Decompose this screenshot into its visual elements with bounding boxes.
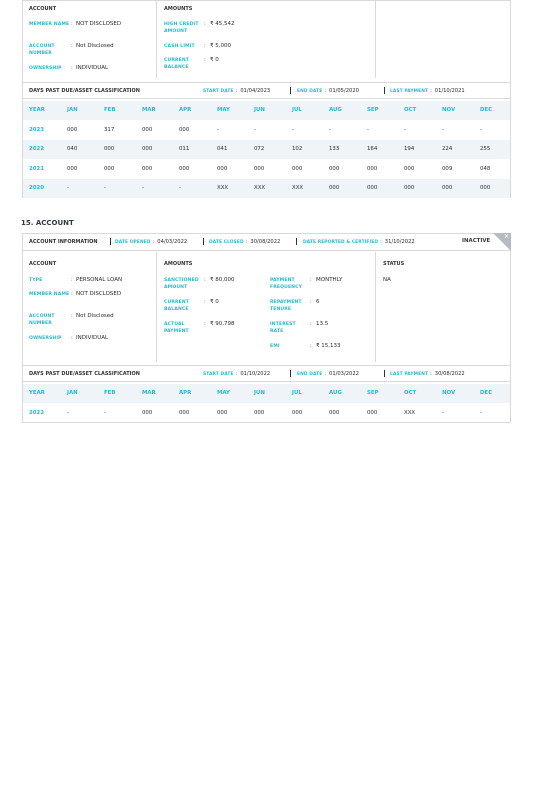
- account-section-header: ACCOUNT: [29, 261, 57, 267]
- ownership-field: OWNERSHIP : INDIVIDUAL: [29, 65, 109, 71]
- dpd-cell: 000: [480, 185, 491, 191]
- dpd-cell: 000: [142, 165, 153, 172]
- dpd-cell: -: [142, 185, 144, 191]
- dpd-cell: 000: [254, 165, 265, 172]
- month-column-header: JUL: [292, 390, 302, 396]
- dpd-cell: 255: [480, 146, 491, 152]
- dpd-cell: 133: [329, 146, 340, 152]
- dpd-cell: -: [254, 126, 256, 133]
- dpd-start-date: START DATE : 01/04/2023: [203, 88, 271, 94]
- year-column-header: YEAR: [29, 107, 45, 113]
- dpd-title: DAYS PAST DUE/ASSET CLASSIFICATION: [29, 371, 140, 377]
- year-cell: 2021: [29, 165, 45, 172]
- year-column-header: YEAR: [29, 390, 45, 396]
- month-column-header: JAN: [67, 390, 78, 396]
- dpd-cell: 317: [104, 126, 115, 133]
- dpd-cell: 000: [367, 185, 378, 191]
- dpd-cell: 224: [442, 146, 453, 152]
- dpd-title: DAYS PAST DUE/ASSET CLASSIFICATION: [29, 88, 140, 94]
- year-cell: 2023: [29, 126, 45, 133]
- month-column-header: JUN: [254, 390, 265, 396]
- table-row: [23, 179, 510, 198]
- month-column-header: MAR: [142, 107, 156, 113]
- dpd-cell: -: [217, 126, 219, 133]
- account-number-field: ACCOUNT NUMBER : Not Disclosed: [29, 43, 114, 56]
- dpd-cell: 000: [67, 126, 78, 133]
- dpd-cell: 000: [329, 409, 340, 416]
- dpd-header: [23, 365, 510, 382]
- previous-account-card: [22, 0, 511, 198]
- dpd-end-date: END DATE : 01/03/2022: [297, 371, 359, 377]
- inactive-ribbon: [493, 233, 511, 251]
- date-opened: DATE OPENED : 04/03/2022: [115, 239, 188, 245]
- month-column-header: MAR: [142, 390, 156, 396]
- dpd-cell: 000: [179, 165, 190, 172]
- dpd-cell: 000: [442, 185, 453, 191]
- status-badge: INACTIVE: [462, 238, 491, 244]
- dpd-cell: 000: [179, 126, 190, 133]
- dpd-cell: 164: [367, 146, 378, 152]
- dpd-cell: XXX: [292, 185, 304, 191]
- month-column-header: FEB: [104, 390, 116, 396]
- sanctioned-amount-field: SANCTIONED AMOUNT : ₹ 80,000: [164, 277, 235, 290]
- status-value: NA: [383, 277, 391, 283]
- dpd-cell: 000: [217, 165, 228, 172]
- dpd-cell: 040: [67, 146, 78, 152]
- member-name-field: MEMBER NAME : NOT DISCLOSED: [29, 291, 122, 297]
- account-info-label: ACCOUNT INFORMATION: [29, 239, 98, 245]
- dpd-cell: -: [104, 409, 106, 416]
- month-column-header: FEB: [104, 107, 116, 113]
- dpd-table: [23, 101, 510, 198]
- year-cell: 2020: [29, 185, 45, 191]
- dpd-cell: 000: [404, 185, 415, 191]
- dpd-cell: 048: [480, 165, 491, 172]
- dpd-cell: -: [480, 126, 482, 133]
- dpd-cell: XXX: [254, 185, 266, 191]
- month-column-header: JAN: [67, 107, 78, 113]
- ownership-field: OWNERSHIP : INDIVIDUAL: [29, 335, 109, 341]
- month-column-header: DEC: [480, 390, 493, 396]
- dpd-cell: -: [179, 185, 181, 191]
- interest-rate-field: INTEREST RATE : 13.5: [270, 321, 329, 334]
- month-column-header: AUG: [329, 107, 342, 113]
- dpd-cell: 194: [404, 146, 415, 152]
- dpd-start-date: START DATE : 01/10/2022: [203, 371, 271, 377]
- payment-frequency-field: PAYMENT FREQUENCY : MONTHLY: [270, 277, 343, 290]
- dpd-cell: XXX: [404, 409, 416, 416]
- amounts-section-header: AMOUNTS: [164, 261, 193, 267]
- dpd-cell: 000: [142, 126, 153, 133]
- month-column-header: NOV: [442, 390, 456, 396]
- dpd-cell: 000: [179, 409, 190, 416]
- dpd-cell: -: [367, 126, 369, 133]
- month-header-row: [23, 101, 510, 120]
- actual-payment-field: ACTUAL PAYMENT : ₹ 90,798: [164, 321, 235, 334]
- dpd-cell: 000: [104, 165, 115, 172]
- dpd-cell: 000: [142, 409, 153, 416]
- dpd-cell: 102: [292, 146, 303, 152]
- dpd-cell: -: [292, 126, 294, 133]
- emi-field: EMI : ₹ 15,133: [270, 343, 341, 349]
- dpd-cell: 000: [404, 165, 415, 172]
- current-balance-field: CURRENT BALANCE : ₹ 0: [164, 299, 219, 312]
- month-column-header: AUG: [329, 390, 342, 396]
- dpd-end-date: END DATE : 01/05/2020: [297, 88, 359, 94]
- month-column-header: MAY: [217, 390, 230, 396]
- high-credit-field: HIGH CREDIT AMOUNT : ₹ 45,542: [164, 21, 235, 34]
- member-name-field: MEMBER NAME : NOT DISCLOSED: [29, 21, 122, 27]
- dpd-cell: 000: [217, 409, 228, 416]
- month-column-header: APR: [179, 107, 192, 113]
- dpd-cell: 000: [142, 146, 153, 152]
- month-column-header: SEP: [367, 390, 379, 396]
- month-column-header: OCT: [404, 107, 417, 113]
- dpd-cell: 041: [217, 146, 228, 152]
- dpd-cell: -: [67, 409, 69, 416]
- dpd-cell: 000: [67, 165, 78, 172]
- date-closed: DATE CLOSED : 30/08/2022: [209, 239, 281, 245]
- dpd-cell: XXX: [217, 185, 229, 191]
- account-15-card: [22, 233, 511, 423]
- month-column-header: MAY: [217, 107, 230, 113]
- dpd-last-payment: LAST PAYMENT : 01/10/2021: [390, 88, 465, 94]
- month-column-header: SEP: [367, 107, 379, 113]
- dpd-cell: -: [104, 185, 106, 191]
- dpd-cell: 000: [292, 409, 303, 416]
- dpd-header: [23, 82, 510, 99]
- status-section-header: STATUS: [383, 261, 405, 267]
- dpd-cell: 009: [442, 165, 453, 172]
- dpd-cell: 072: [254, 146, 265, 152]
- dpd-cell: 000: [329, 185, 340, 191]
- dpd-cell: 000: [367, 165, 378, 172]
- month-header-row: [23, 384, 510, 403]
- month-column-header: OCT: [404, 390, 417, 396]
- account-number-field: ACCOUNT NUMBER : Not Disclosed: [29, 313, 114, 326]
- dpd-cell: -: [442, 409, 444, 416]
- dpd-cell: 000: [329, 165, 340, 172]
- dpd-table: [23, 384, 510, 423]
- dpd-cell: 000: [254, 409, 265, 416]
- dpd-cell: -: [442, 126, 444, 133]
- dpd-cell: 000: [104, 146, 115, 152]
- month-column-header: JUL: [292, 107, 302, 113]
- cash-limit-field: CASH LIMIT : ₹ 5,000: [164, 43, 231, 49]
- table-row: [23, 140, 510, 159]
- current-balance-field: CURRENT BALANCE : ₹ 0: [164, 57, 219, 70]
- dpd-cell: 011: [179, 146, 190, 152]
- dpd-cell: -: [67, 185, 69, 191]
- account-section-header: ACCOUNT: [29, 6, 57, 12]
- dpd-cell: 000: [292, 165, 303, 172]
- month-column-header: NOV: [442, 107, 456, 113]
- close-icon: ×: [503, 233, 509, 240]
- year-cell: 2022: [29, 409, 45, 416]
- month-column-header: APR: [179, 390, 192, 396]
- date-reported: DATE REPORTED & CERTIFIED : 31/10/2022: [303, 239, 415, 245]
- type-field: TYPE : PERSONAL LOAN: [29, 277, 123, 283]
- account-info-bar: [23, 234, 510, 251]
- dpd-cell: -: [404, 126, 406, 133]
- dpd-cell: -: [480, 409, 482, 416]
- month-column-header: DEC: [480, 107, 493, 113]
- section-title: 15. ACCOUNT: [21, 219, 74, 227]
- dpd-cell: -: [329, 126, 331, 133]
- dpd-last-payment: LAST PAYMENT : 30/08/2022: [390, 371, 465, 377]
- dpd-cell: 000: [367, 409, 378, 416]
- amounts-section-header: AMOUNTS: [164, 6, 193, 12]
- repayment-tenure-field: REPAYMENT TENURE : 6: [270, 299, 320, 312]
- year-cell: 2022: [29, 146, 45, 152]
- month-column-header: JUN: [254, 107, 265, 113]
